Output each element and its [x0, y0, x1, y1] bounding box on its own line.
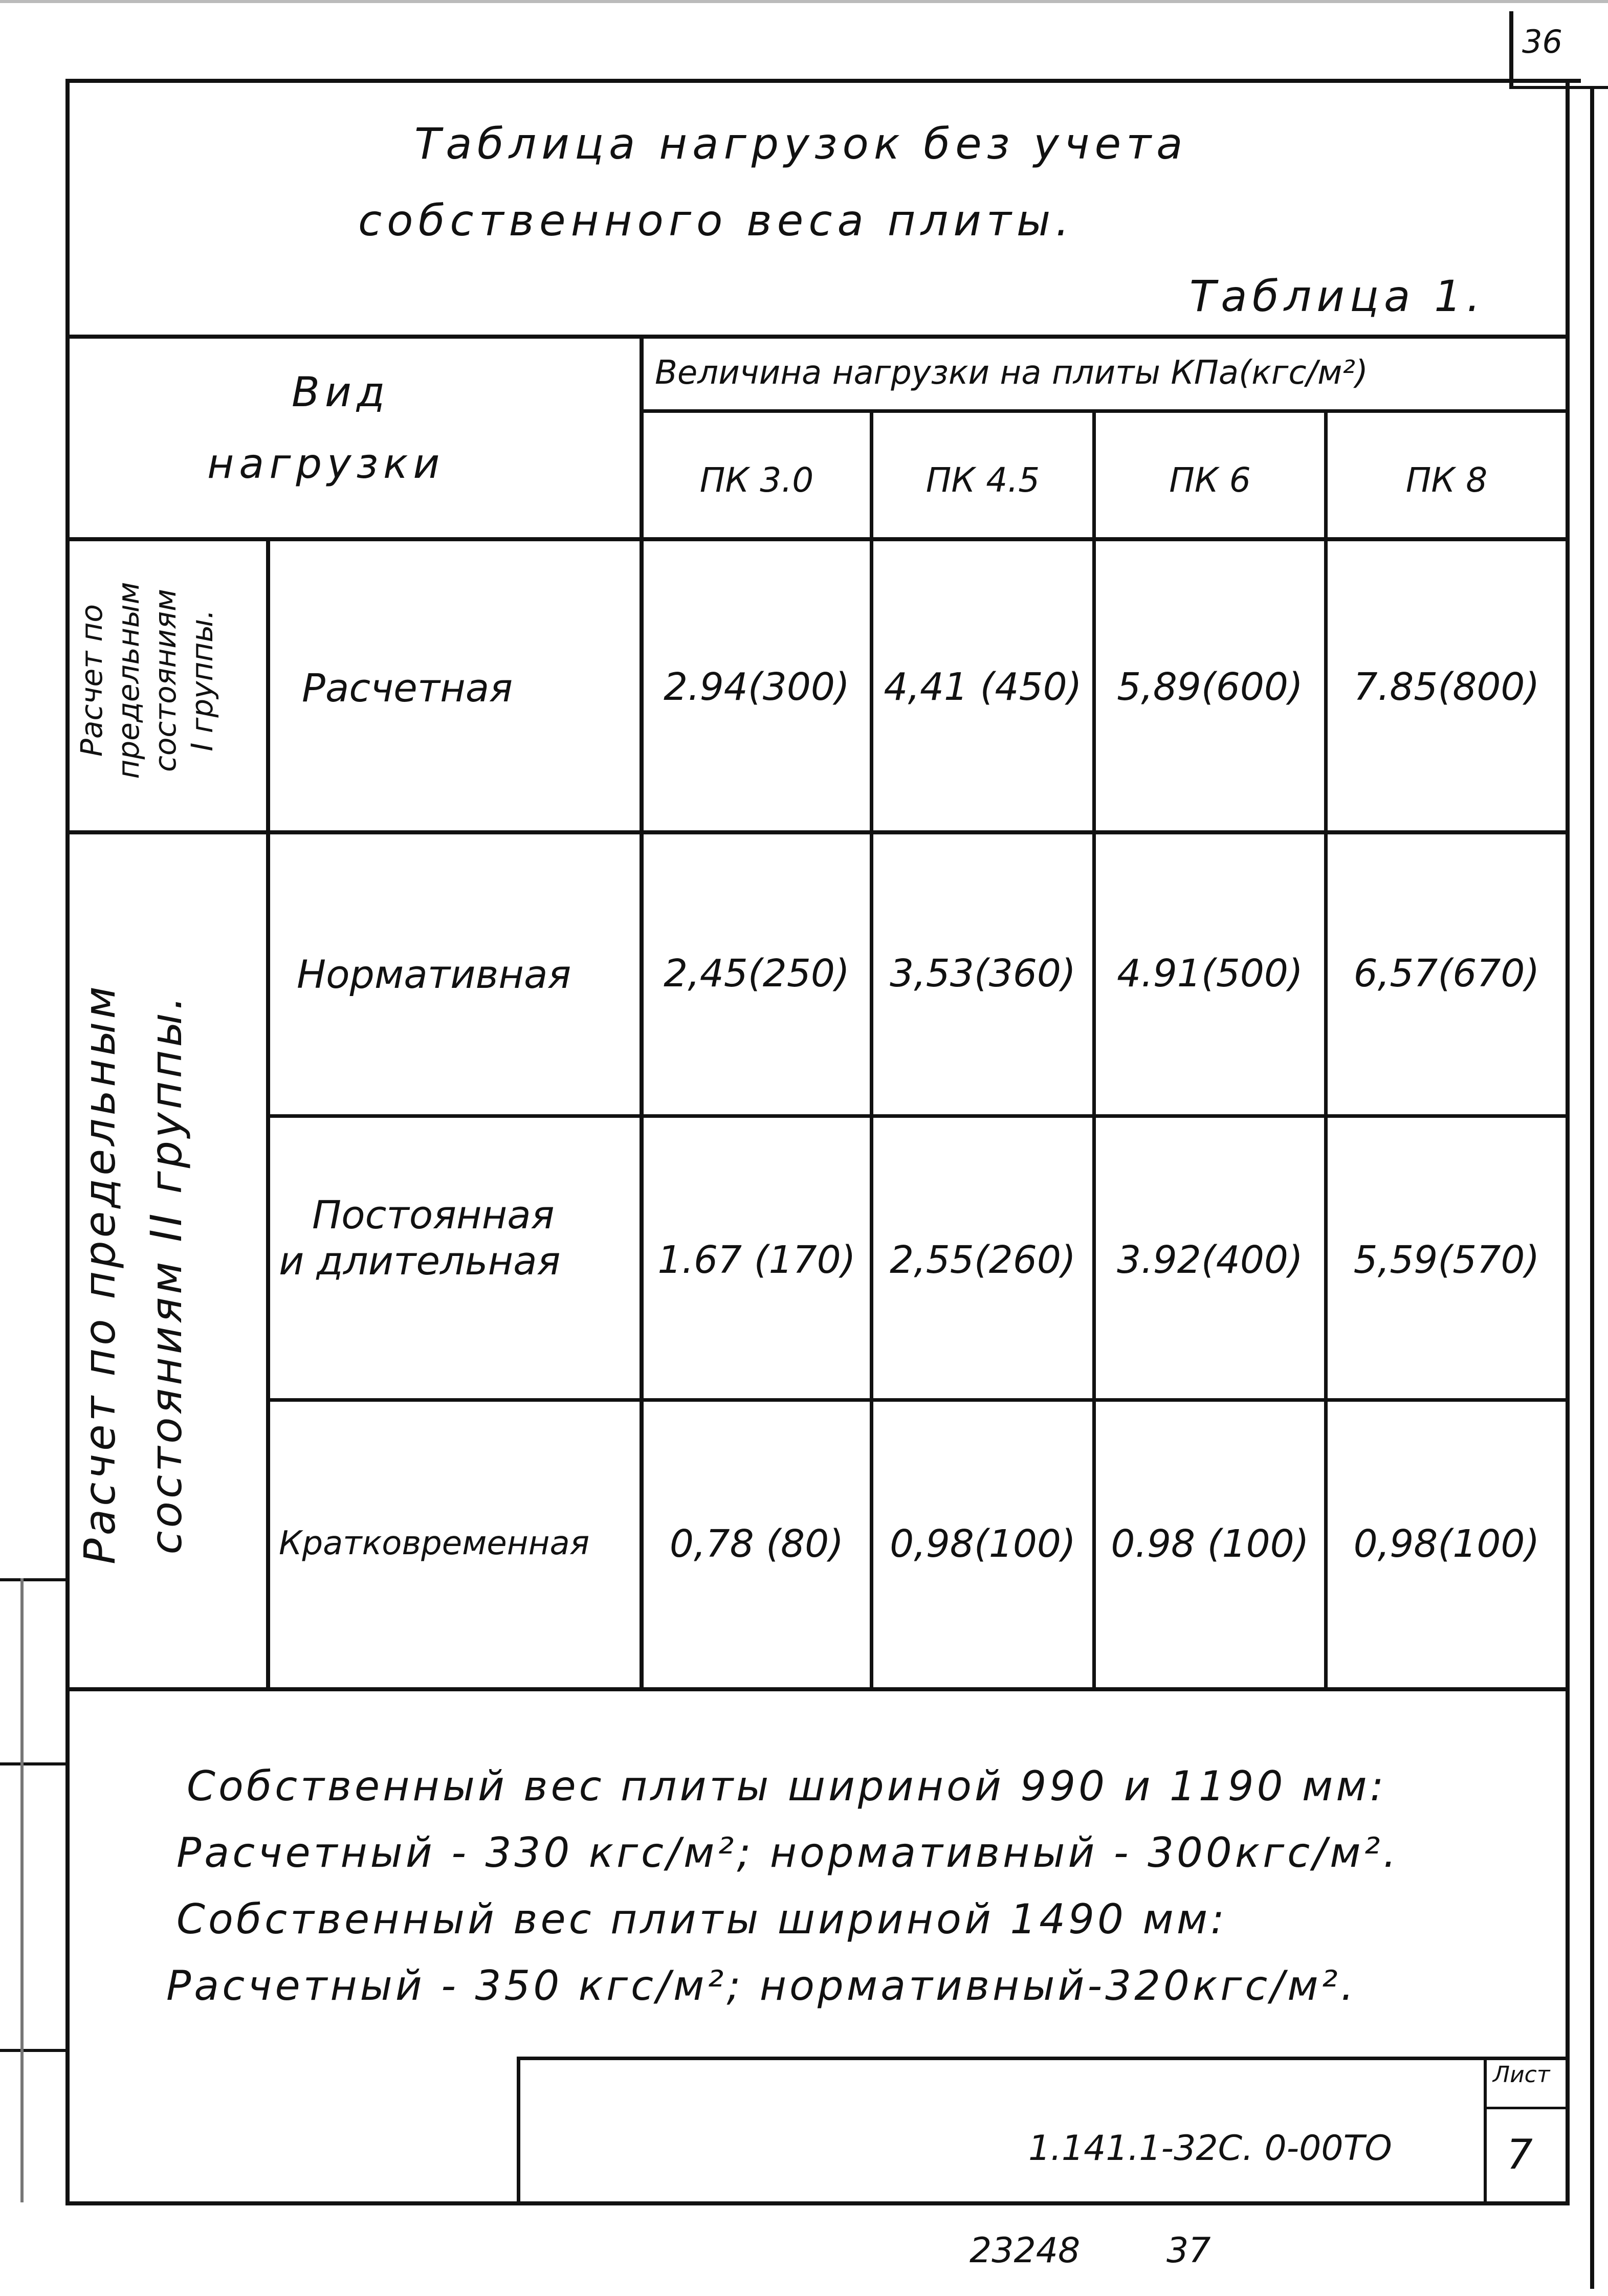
note-line4: Расчетный - 350 кгс/м²; нормативный-320кгс/м².	[166, 1962, 1357, 2010]
frame-right	[1566, 79, 1570, 2205]
column-header-pk45: ПК 4.5	[926, 460, 1040, 500]
sheet-value: 7	[1507, 2131, 1533, 2178]
cell-normative-pk45: 3,53(360)	[890, 952, 1076, 996]
cell-design-pk30: 2.94(300)	[664, 665, 850, 709]
top-edge-line	[0, 0, 1608, 3]
inventory-number: 23248	[970, 2231, 1081, 2271]
cell-design-pk6: 5,89(600)	[1117, 665, 1303, 709]
cell-normative-pk6: 4.91(500)	[1117, 952, 1303, 996]
group2-label	[67, 875, 220, 1673]
frame-top	[69, 79, 1581, 83]
group1-bottom-line	[65, 830, 1570, 834]
column-header-pk8: ПК 8	[1405, 460, 1488, 500]
cell-permanent-pk30: 1.67 (170)	[657, 1238, 856, 1282]
table-number-label: Таблица 1.	[1190, 271, 1486, 321]
row-label-short-term: Кратковременная	[279, 1525, 590, 1562]
group1-label	[73, 535, 257, 826]
group2-label-line1: Расчет по предельным	[75, 983, 125, 1564]
cell-short-term-pk6: 0.98 (100)	[1111, 1522, 1309, 1566]
cell-normative-pk8: 6,57(670)	[1353, 952, 1540, 996]
cell-normative-pk30: 2,45(250)	[664, 952, 850, 996]
header-load-magnitude: Величина нагрузки на плиты КПа(кгс/м²)	[655, 354, 1368, 392]
sheet-cell-left	[1484, 2057, 1487, 2205]
header-load-type-line2: нагрузки	[207, 440, 445, 488]
binding-mark-1	[0, 1578, 69, 1581]
row2-bottom-line	[269, 1114, 1570, 1118]
group2-label-line2: состояниям II группы.	[141, 993, 191, 1555]
row-label-permanent-line2: и длительная	[279, 1238, 561, 1284]
page-number-bottom: 37	[1166, 2231, 1211, 2271]
title-block-top	[517, 2057, 1570, 2060]
cell-permanent-pk45: 2,55(260)	[890, 1238, 1076, 1282]
cell-short-term-pk8: 0,98(100)	[1353, 1522, 1540, 1566]
note-line2: Расчетный - 330 кгс/м²; нормативный - 300кгс/м².	[177, 1829, 1399, 1876]
column-header-pk6: ПК 6	[1169, 460, 1251, 500]
group1-label-line1: Расчет по	[74, 604, 109, 757]
row3-bottom-line	[269, 1398, 1570, 1402]
binding-stub	[20, 1578, 24, 2202]
header-bottom-line	[65, 537, 1570, 541]
binding-mark-2	[0, 1762, 69, 1765]
cell-design-pk45: 4,41 (450)	[884, 665, 1082, 709]
cell-short-term-pk30: 0,78 (80)	[669, 1522, 844, 1566]
row-label-normative: Нормативная	[297, 952, 571, 997]
sheet-number-top: 36	[1522, 23, 1562, 60]
sheet-cell-divider	[1484, 2107, 1570, 2109]
group1-label-line4: I группы.	[185, 609, 219, 752]
cell-short-term-pk45: 0,98(100)	[890, 1522, 1076, 1566]
document-code: 1.141.1-32С. 0-00ТО	[1028, 2128, 1392, 2169]
column-header-pk30: ПК 3.0	[699, 460, 814, 500]
cell-design-pk8: 7.85(800)	[1353, 665, 1540, 709]
header-subline	[640, 409, 1570, 413]
sheet-number-box-left	[1509, 11, 1513, 88]
note-line1: Собственный вес плиты шириной 990 и 1190 мм:	[187, 1762, 1387, 1810]
header-load-type-line1: Вид	[292, 368, 390, 416]
table-top-line	[65, 335, 1570, 339]
outer-right-edge	[1590, 89, 1594, 2289]
cell-permanent-pk6: 3.92(400)	[1117, 1238, 1303, 1282]
table-title-line2: собственного веса плиты.	[358, 195, 1074, 246]
group1-label-line3: состояниям	[148, 589, 183, 772]
row-label-design: Расчетная	[302, 665, 513, 711]
col-divider-3	[1324, 409, 1328, 1690]
binding-mark-3	[0, 2049, 69, 2052]
cell-permanent-pk8: 5,59(570)	[1353, 1238, 1540, 1282]
label-column-line	[640, 335, 644, 1690]
group-column-line	[266, 537, 270, 1690]
row-label-permanent-line1: Постоянная	[312, 1192, 555, 1238]
note-line3: Собственный вес плиты шириной 1490 мм:	[177, 1895, 1228, 1943]
title-block-left	[517, 2057, 520, 2205]
sheet-label: Лист	[1493, 2062, 1550, 2088]
col-divider-1	[870, 409, 873, 1690]
table-title-line1: Таблица нагрузок без учета	[414, 119, 1188, 169]
table-bottom-line	[65, 1687, 1570, 1691]
col-divider-2	[1092, 409, 1096, 1690]
frame-bottom	[65, 2201, 1570, 2205]
group1-label-line2: предельным	[111, 582, 146, 779]
